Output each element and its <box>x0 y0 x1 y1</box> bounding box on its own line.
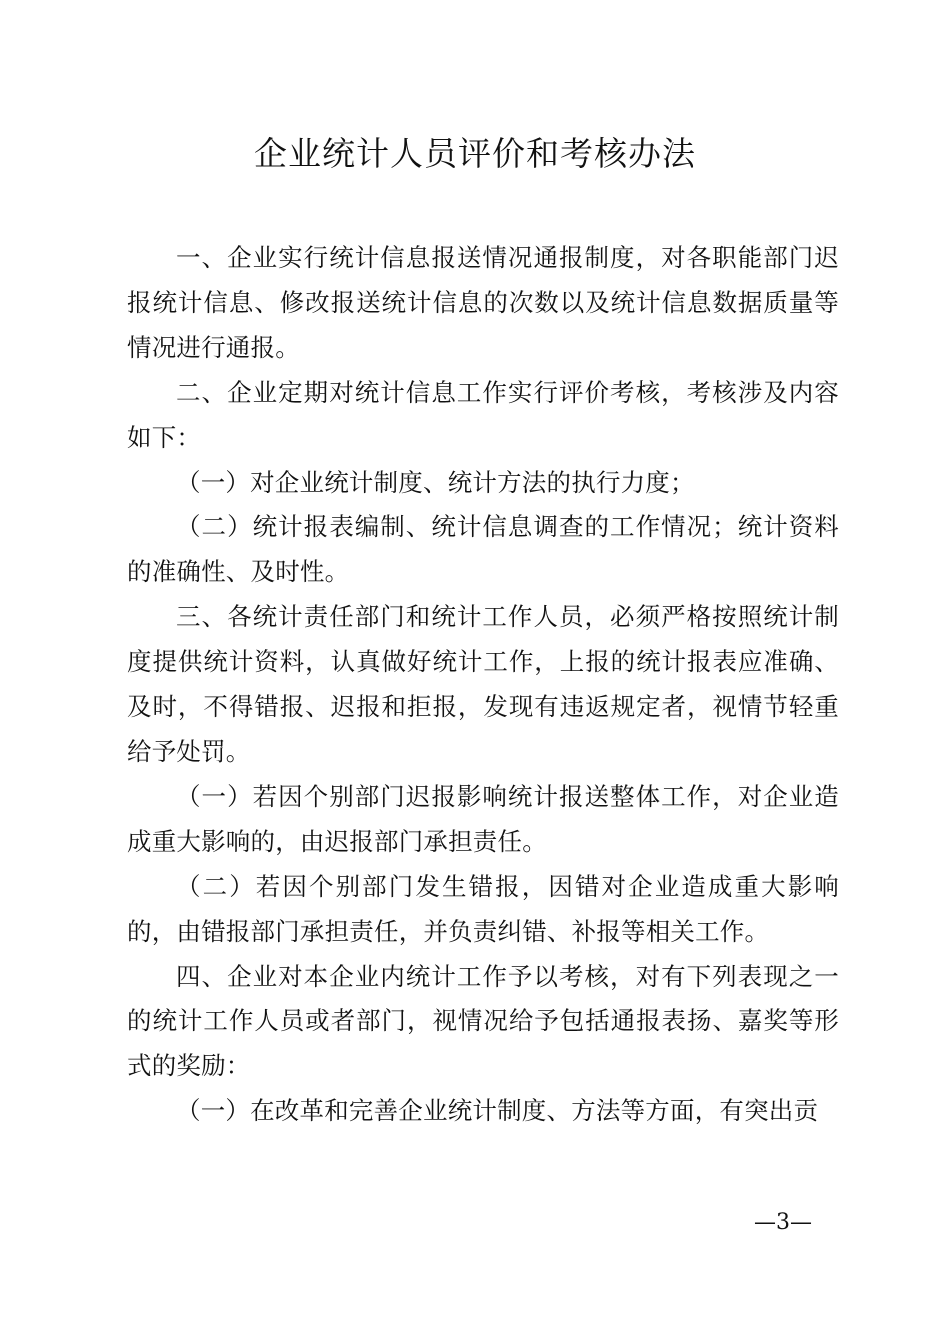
paragraph-7: （二）若因个别部门发生错报，因错对企业造成重大影响的，由错报部门承担责任，并负责纠错、补报等相关工作。 <box>127 871 839 946</box>
paragraph-4: （二）统计报表编制、统计信息调查的工作情况；统计资料的准确性、及时性。 <box>127 512 839 587</box>
document-title: 企业统计人员评价和考核办法 <box>254 134 696 173</box>
paragraph-3: （一）对企业统计制度、统计方法的执行力度； <box>176 467 695 497</box>
paragraph-8: 四、企业对本企业内统计工作予以考核，对有下列表现之一的统计工作人员或者部门，视情况给予包括通报表扬、嘉奖等形式的奖励： <box>127 961 839 1081</box>
paragraph-6: （一）若因个别部门迟报影响统计报送整体工作，对企业造成重大影响的，由迟报部门承担责任。 <box>127 781 839 856</box>
paragraph-9: （一）在改革和完善企业统计制度、方法等方面，有突出贡 <box>176 1096 819 1126</box>
page-number: —3— <box>754 1210 812 1235</box>
document-body <box>127 236 839 1134</box>
paragraph-2: 二、企业定期对统计信息工作实行评价考核，考核涉及内容如下： <box>127 377 839 452</box>
paragraph-1: 一、企业实行统计信息报送情况通报制度，对各职能部门迟报统计信息、修改报送统计信息的次数以及统计信息数据质量等情况进行通报。 <box>127 243 839 362</box>
paragraph-5: 三、各统计责任部门和统计工作人员，必须严格按照统计制度提供统计资料，认真做好统计工作，上报的统计报表应准确、及时，不得错报、迟报和拒报，发现有违返规定者，视情节轻重给予处罚。 <box>127 602 839 766</box>
